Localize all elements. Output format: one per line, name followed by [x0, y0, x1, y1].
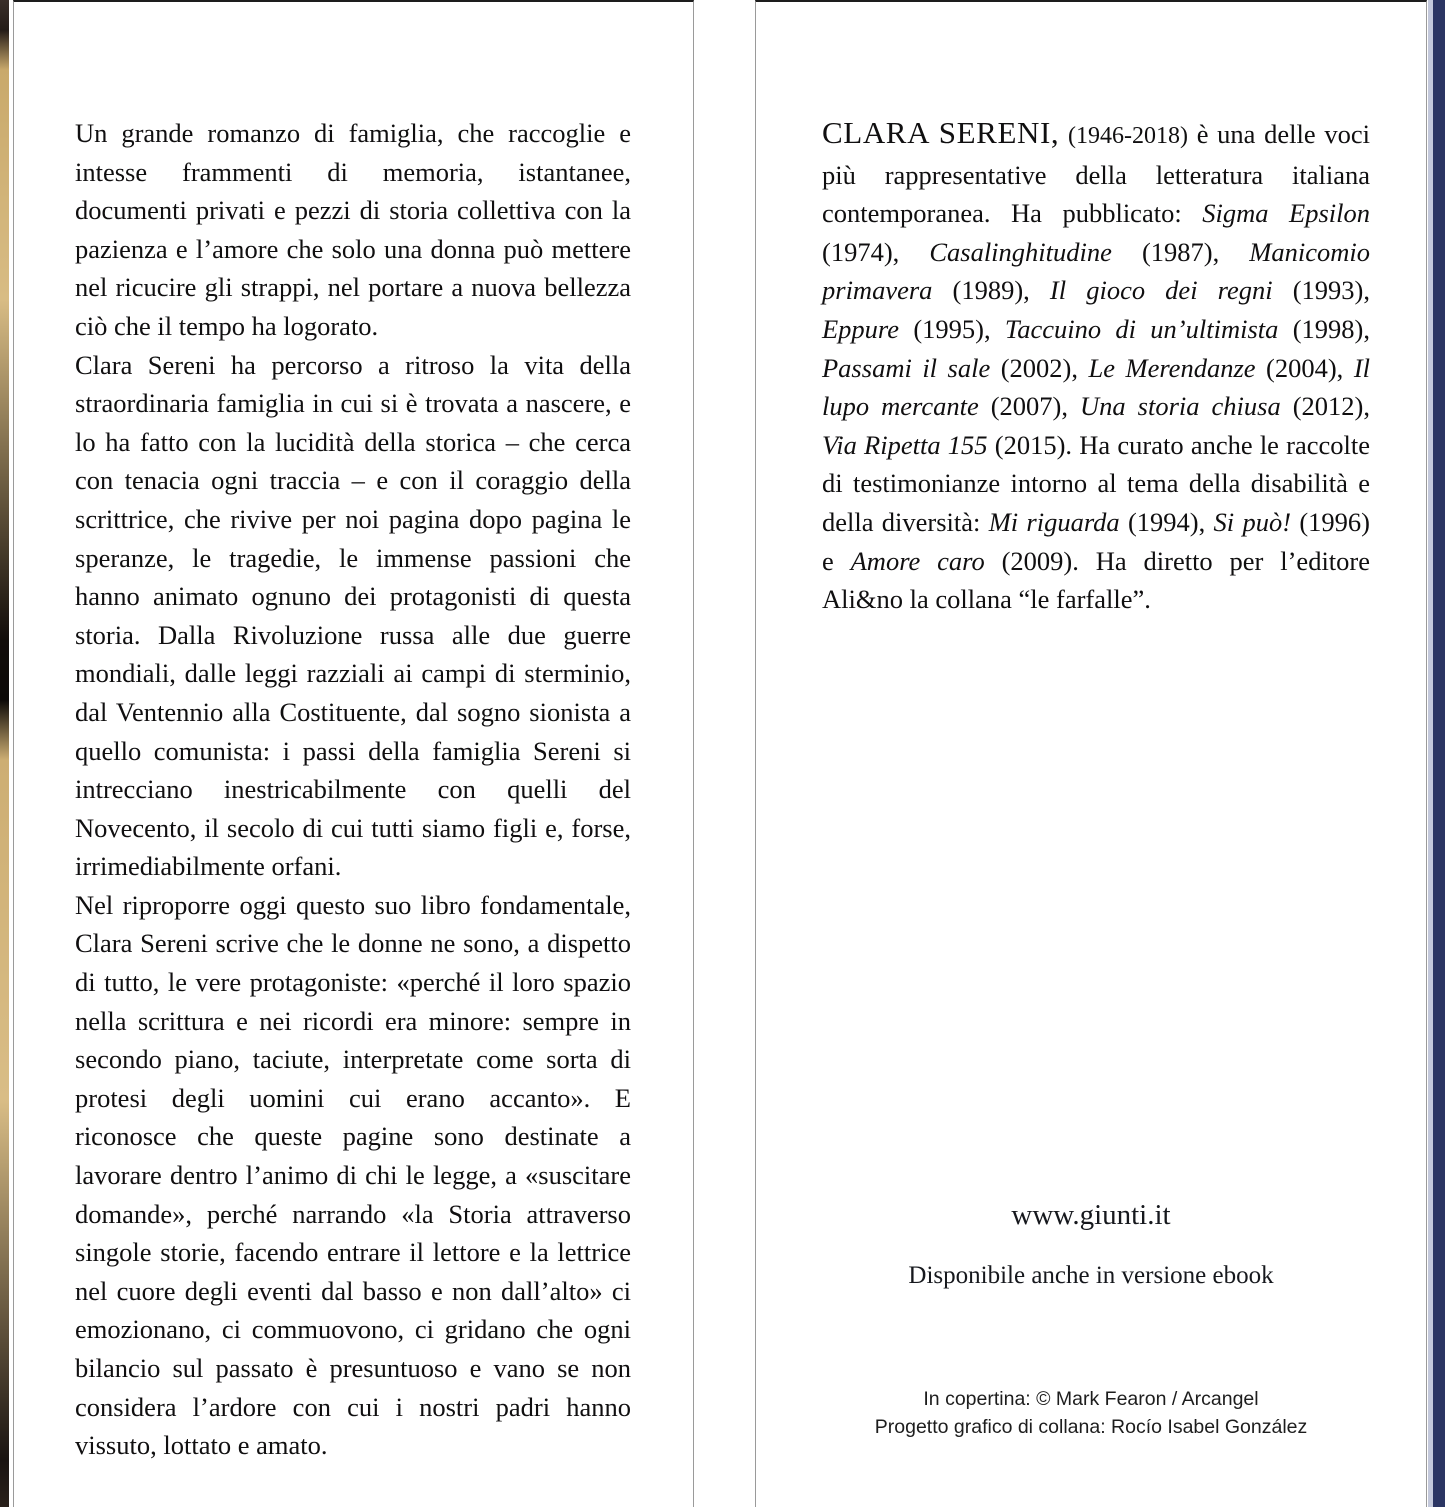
book-spine-edge: [0, 0, 9, 1507]
work-year: (2004),: [1255, 352, 1354, 383]
work-year: (1995),: [899, 313, 1005, 344]
author-bio-block: [822, 114, 1370, 619]
right-edge-navy-strip: [1433, 0, 1445, 1507]
blurb-paragraph-2: Clara Sereni ha percorso a ritroso la vita della straordinaria famiglia in cui si è trovata a nascere, e lo ha fatto con la lucidità della storica – che cerca con tenacia ogni traccia – e con il coraggio della scrittrice, che rivive per noi pagina dopo pagina le speranze, le tragedie, le immense passioni che hanno animato ognuno dei protagonisti di questa storia. Dalla Rivoluzione russa alle due guerre mondiali, dalle leggi razziali ai campi di sterminio, dal Ventennio alla Costituente, dal sogno sionista a quello comunista: i passi della famiglia Sereni si intrecciano inestricabilmente con quelli del Novecento, il secolo di cui tutti siamo figli e, forse, irrimediabilmente orfani.: [75, 349, 631, 882]
work-title: Il lupo mercante: [822, 352, 1370, 422]
curated-work-title: Amore caro: [850, 545, 985, 576]
work-title: Sigma Epsilon: [1202, 198, 1370, 229]
work-title: Manicomio primavera: [822, 236, 1370, 306]
series-design-credit: Progetto grafico di collana: Rocío Isabel González: [874, 1416, 1308, 1438]
ebook-availability-note: Disponibile anche in versione ebook: [908, 1262, 1274, 1289]
work-title: Eppure: [822, 313, 900, 344]
work-title: Una storia chiusa: [1080, 391, 1281, 422]
work-year: (1993),: [1272, 275, 1371, 306]
work-year: (1987),: [1111, 236, 1250, 267]
curated-work-year: (1996) e: [822, 506, 1370, 576]
work-year: (1974),: [822, 236, 930, 267]
work-year: (2007),: [978, 391, 1081, 422]
bio-intro-text: è una delle voci più rappresentative della letteratura italiana contemporanea. Ha pubblicato:: [822, 119, 1371, 229]
curated-intro-text: Ha curato anche le raccolte di testimonianze intorno al tema della disabilità e della diversità:: [822, 429, 1371, 537]
work-title: Il gioco dei regni: [1049, 275, 1273, 306]
publisher-website[interactable]: www.giunti.it: [1011, 1199, 1171, 1231]
work-title: Via Ripetta 155: [822, 429, 988, 460]
work-title: Casalinghitudine: [929, 236, 1112, 267]
curated-work-title: Si può!: [1213, 506, 1292, 537]
work-year: (2015).: [987, 429, 1080, 460]
cover-image-credit: In copertina: © Mark Fearon / Arcangel: [923, 1388, 1259, 1410]
work-year: (2002),: [990, 352, 1089, 383]
blurb-text-block: [75, 114, 631, 1465]
credits-block: [756, 1385, 1426, 1441]
author-lifespan: (1946-2018): [1067, 123, 1188, 149]
back-cover-page: [13, 0, 694, 1507]
author-bio-paragraph: [822, 114, 1370, 619]
blurb-paragraph-3: Nel riproporre oggi questo suo libro fondamentale, Clara Sereni scrive che le donne ne sono, a dispetto di tutto, le vere protagoniste: «perché il loro spazio nella scrittura e nei ricordi era minore: sempre in secondo piano, taciute, interpretate come sorta di protesi degli uomini cui erano accanto». E riconosce che queste pagine sono destinate a lavorare dentro l’animo di chi le legge, a «suscitare domande», perché narrando «la Storia attraverso singole storie, facendo entrare il lettore e la lettrice nel cuore degli eventi dal basso e non dall’alto» ci emozionano, ci commuovono, ci gridano che ogni bilancio sul passato è presuntuoso e vano se non considera l’ardore con cui i nostri padri hanno vissuto, lottato e amato.: [75, 889, 631, 1461]
work-year: (2012),: [1280, 391, 1370, 422]
curated-work-year: (1994),: [1119, 506, 1214, 537]
work-title: Passami il sale: [822, 352, 991, 383]
bio-outro-text: Ha diretto per l’editore Ali&no la collana “le farfalle”.: [822, 545, 1370, 615]
author-bio-page: [755, 0, 1427, 1507]
blurb-paragraph-1: Un grande romanzo di famiglia, che raccoglie e intesse frammenti di memoria, istantanee, documenti privati e pezzi di storia collettiva con la pazienza e l’amore che solo una donna può mettere nel ricucire gli strappi, nel portare a nuova bellezza ciò che il tempo ha logorato.: [75, 118, 631, 341]
author-name: CLARA SERENI,: [822, 115, 1060, 150]
curated-work-year: (2009).: [984, 545, 1096, 576]
work-year: (1998),: [1278, 313, 1370, 344]
curated-work-title: Mi riguarda: [988, 506, 1120, 537]
work-year: (1989),: [932, 275, 1050, 306]
work-title: Le Merendanze: [1088, 352, 1256, 383]
work-title: Taccuino di un’ultimista: [1004, 313, 1279, 344]
